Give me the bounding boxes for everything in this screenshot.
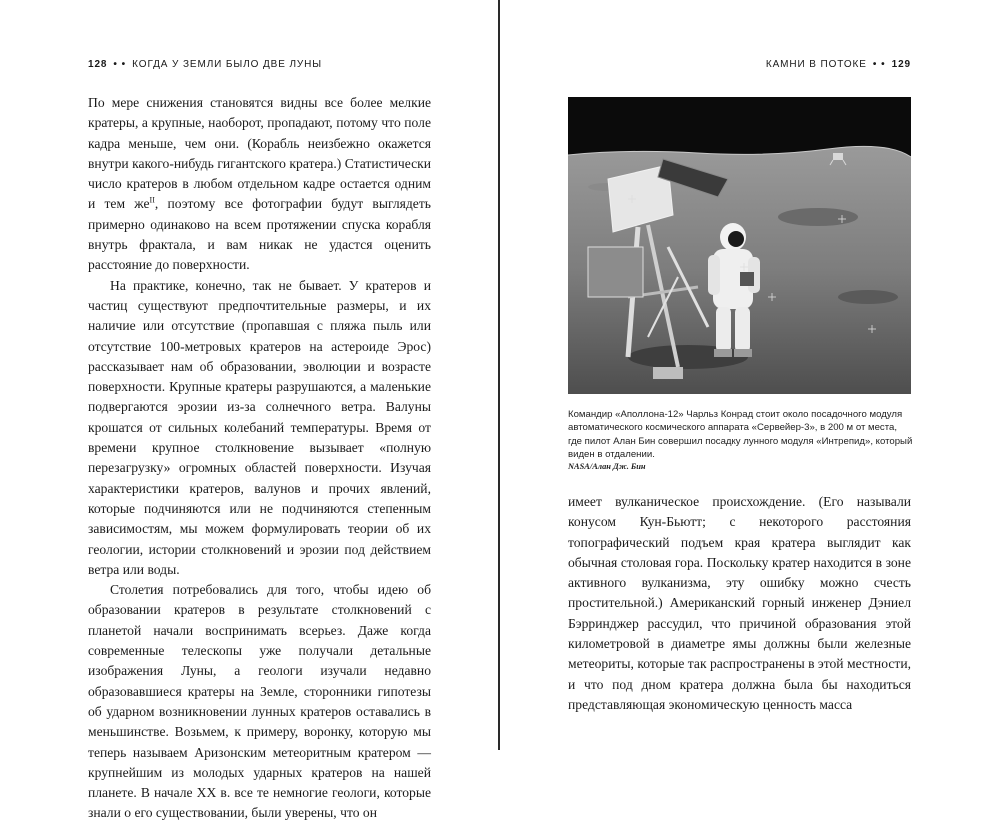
left-page-number: 128 bbox=[88, 59, 108, 70]
separator-dots: • • bbox=[113, 59, 127, 70]
right-body-text bbox=[568, 492, 911, 715]
photo-caption: Командир «Аполлона-12» Чарльз Конрад стоит около посадочного модуля автоматического космического аппарата «Сервейер-3», в 200 м от места, где пилот Алан Бин совершил посадку лунного модуля «Интрепид», который виден в отдалении. bbox=[568, 409, 913, 461]
left-body-text bbox=[88, 93, 431, 824]
endnote-marker: II bbox=[149, 195, 155, 205]
right-page-number: 129 bbox=[891, 59, 911, 70]
photo-credit: NASA/Алан Дж. Бин bbox=[568, 462, 646, 471]
left-page bbox=[0, 0, 498, 821]
separator-dots: • • bbox=[872, 59, 886, 70]
paragraph: На практике, конечно, так не бывает. У кратеров и частиц существуют предпочтительные размеры, и их наличие или отсутствие (пропавшая с пляжа пыль или отсутствие 100-метровых кратеров на астероиде Эрос) рассказывает нам об образовании, эволюции и возрасте поверхности. Крупные кратеры разрушаются, а маленькие подвергаются эрозии из-за солнечного ветра. Валуны крошатся от сильных колебаний температуры. Время от времени крупное столкновение вызывает «полную перезагрузку» огромных областей поверхности. Изучая характеристики кратеров, валунов и прочих явлений, которые подчиняются или не подчиняются степенным зависимостям, мы можем формулировать теории об их геологии, истории столкновений и эрозии под действием ветра или воды. bbox=[88, 277, 431, 577]
right-page bbox=[500, 0, 998, 750]
paragraph: имеет вулканическое происхождение. (Его называли конусом Кун-Бьютт; с некоторого расстояния топографический подъем края кратера выглядит как обычная столовая гора. Поскольку кратер находится в зоне активного вулканизма, эту ошибку можно счесть простительной.) Американский горный инженер Дэниел Бэрринджер рассудил, что причиной образования этой километровой в диаметре ямы должны были железные метеориты, которые так распространены в этой местности, и что под дном кратера должна была бы находиться представляющая экономическую ценность масса bbox=[568, 494, 911, 712]
paragraph: Столетия потребовались для того, чтобы идею об образовании кратеров в результате столкновений с планетой начали воспринимать всерьез. Даже когда современные телескопы уже получали детальные изображения Луны, а геологи изучали недавно образовавшиеся кратеры на Земле, сторонники гипотезы об ударном возникновении лунных кратеров оставались в меньшинстве. Возьмем, к примеру, воронку, которую мы теперь называем Аризонским метеоритным кратером — крупнейшим из молодых ударных кратеров на нашей планете. В начале XX в. все те немногие геологи, которые знали о его существовании, были уверены, что он bbox=[88, 582, 431, 821]
right-running-title: КАМНИ В ПОТОКЕ bbox=[765, 59, 867, 70]
photo-illustration bbox=[568, 97, 911, 394]
left-running-title: КОГДА У ЗЕМЛИ БЫЛО ДВЕ ЛУНЫ bbox=[132, 59, 323, 70]
paragraph-text: По мере снижения становятся видны все более мелкие кратеры, а крупные, наоборот, пропадают, потому что поле кадра меньше, чем они. (Корабль неизбежно окажется внутри какого-нибудь гигантского кратера.) Статистически число кратеров в любом отдельном кадре остается одним и тем же bbox=[88, 95, 431, 212]
moon-photo bbox=[568, 97, 911, 394]
left-running-head bbox=[88, 59, 322, 70]
paragraph bbox=[88, 93, 431, 276]
right-running-head bbox=[766, 59, 911, 70]
paragraph-text: , поэтому все фотографии будут выглядеть примерно одинаково на всем протяжении спуска корабля внутрь фрактала, и вам никак не удастся оценить расстояние до поверхности. bbox=[88, 196, 431, 273]
